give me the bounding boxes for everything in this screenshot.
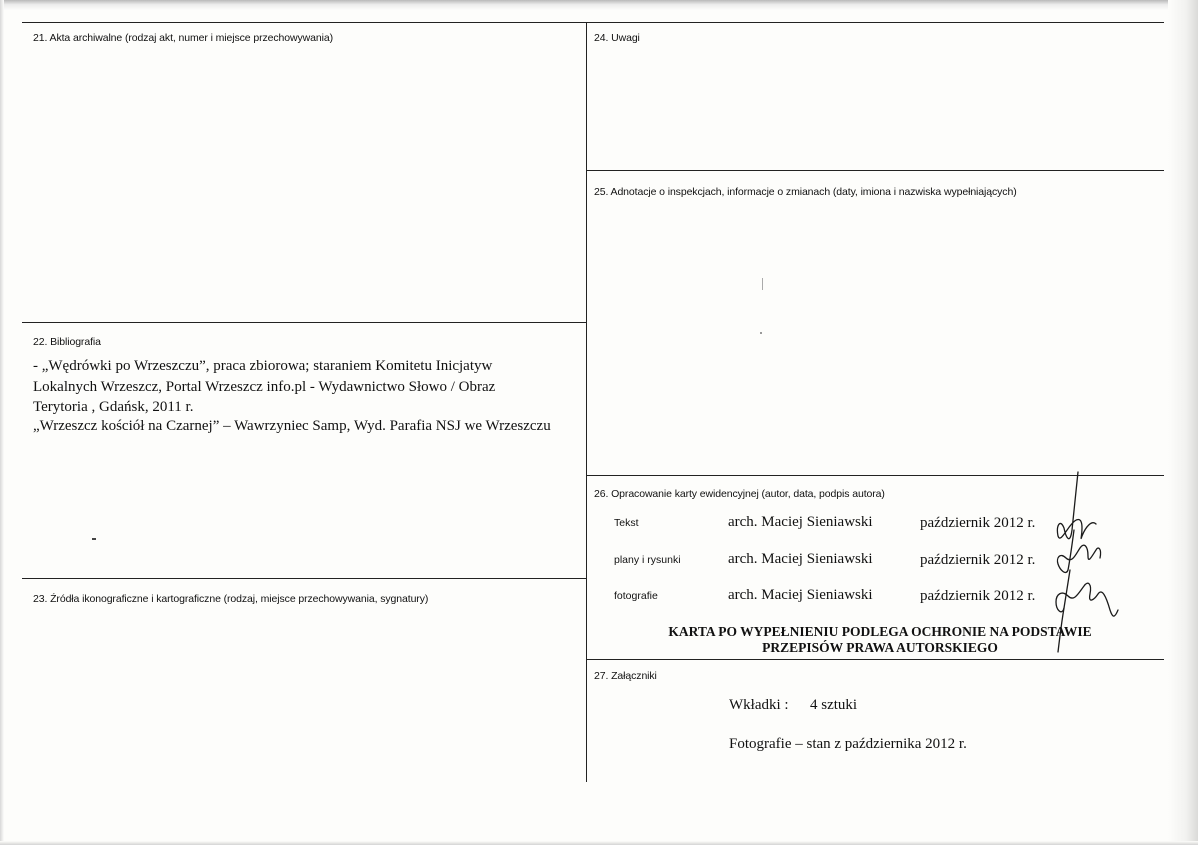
- bibliography-entry-1-line-1: - „Wędrówki po Wrzeszczu”, praca zbiorowa; staraniem Komitetu Inicjatyw: [33, 358, 493, 374]
- center-divider-line: [586, 22, 587, 782]
- row-text-date: październik 2012 r.: [920, 515, 1036, 531]
- divider-21-22: [22, 322, 586, 323]
- row-photos-author: arch. Maciej Sieniawski: [728, 587, 873, 603]
- bibliography-entry-1-line-2: Lokalnych Wrzeszcz, Portal Wrzeszcz info.pl - Wydawnictwo Słowo / Obraz: [33, 379, 496, 395]
- photos-status-line: Fotografie – stan z października 2012 r.: [729, 736, 967, 752]
- section-25-label: 25. Adnotacje o inspekcjach, informacje o zmianach (daty, imiona i nazwiska wypełniających): [594, 186, 1017, 198]
- row-plans-date: październik 2012 r.: [920, 552, 1036, 568]
- row-plans-type: plany i rysunki: [614, 554, 681, 566]
- scan-speck: [92, 538, 96, 540]
- bibliography-entry-1-line-3: Terytoria , Gdańsk, 2011 r.: [33, 399, 194, 415]
- section-22-label: 22. Bibliografia: [33, 336, 101, 348]
- bibliography-entry-2: „Wrzeszcz kościół na Czarnej” – Wawrzyniec Samp, Wyd. Parafia NSJ we Wrzeszczu: [33, 418, 551, 434]
- row-text-type: Tekst: [614, 517, 639, 529]
- scan-left-edge: [0, 0, 4, 845]
- row-plans-author: arch. Maciej Sieniawski: [728, 551, 873, 567]
- scan-speck: [762, 278, 763, 290]
- row-photos-type: fotografie: [614, 590, 658, 602]
- section-24-label: 24. Uwagi: [594, 32, 640, 44]
- scan-speck: [760, 332, 762, 334]
- row-photos-date: październik 2012 r.: [920, 588, 1036, 604]
- divider-22-23: [22, 578, 586, 579]
- top-border-line: [22, 22, 1164, 23]
- copyright-notice-line-2: PRZEPISÓW PRAWA AUTORSKIEGO: [762, 640, 998, 655]
- section-23-label: 23. Źródła ikonograficzne i kartograficzne (rodzaj, miejsce przechowywania, sygnatury): [33, 593, 429, 605]
- row-text-author: arch. Maciej Sieniawski: [728, 514, 873, 530]
- divider-24-25: [586, 170, 1164, 171]
- scan-top-edge: [0, 0, 1198, 10]
- scan-right-edge: [1168, 0, 1198, 845]
- section-26-label: 26. Opracowanie karty ewidencyjnej (autor, data, podpis autora): [594, 488, 885, 500]
- section-21-label: 21. Akta archiwalne (rodzaj akt, numer i miejsce przechowywania): [33, 32, 333, 44]
- inserts-label: Wkładki :: [729, 697, 789, 713]
- copyright-notice-line-1: KARTA PO WYPEŁNIENIU PODLEGA OCHRONIE NA PODSTAWIE: [668, 624, 1092, 639]
- scan-bottom-edge: [0, 841, 1198, 845]
- handwritten-signature: [1030, 470, 1130, 660]
- section-27-label: 27. Załączniki: [594, 670, 657, 682]
- inserts-value: 4 sztuki: [810, 697, 858, 713]
